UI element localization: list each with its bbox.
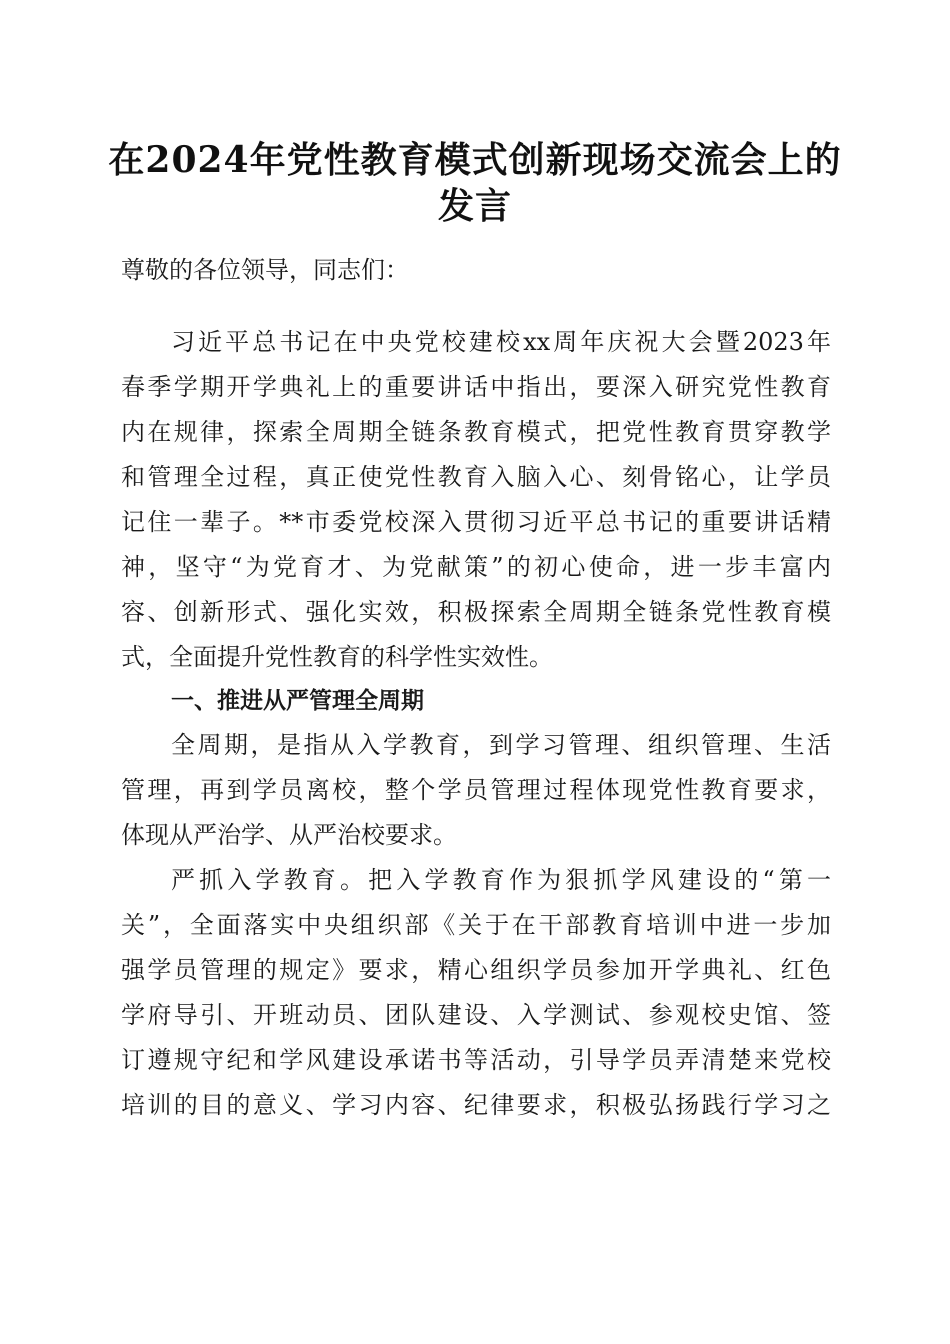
paragraph-2-line: 全周期，是指从入学教育，到学习管理、组织管理、生活 [171,731,831,759]
paragraph-1-line: 和管理全过程，真正使党性教育入脑入心、刻骨铭心，让学员 [121,463,831,491]
paragraph-1-line: 记住一辈子。**市委党校深入贯彻习近平总书记的重要讲话精 [121,508,831,536]
paragraph-1-line: 春季学期开学典礼上的重要讲话中指出，要深入研究党性教育 [121,373,831,401]
paragraph-1-line: 神，坚守“为党育才、为党献策”的初心使命，进一步丰富内 [121,553,831,581]
paragraph-2-line: 体现从严治学、从严治校要求。 [121,821,457,849]
paragraph-3-line: 培训的目的意义、学习内容、纪律要求，积极弘扬践行学习之 [121,1091,831,1119]
salutation: 尊敬的各位领导，同志们： [121,256,409,284]
paragraph-3-line: 学府导引、开班动员、团队建设、入学测试、参观校史馆、签 [121,1001,831,1029]
paragraph-1-line: 习近平总书记在中央党校建校xx周年庆祝大会暨2023年 [171,328,831,356]
paragraph-2-line: 管理，再到学员离校，整个学员管理过程体现党性教育要求， [121,776,831,804]
paragraph-3-line: 订遵规守纪和学风建设承诺书等活动，引导学员弄清楚来党校 [121,1046,831,1074]
section-heading-1: 一、推进从严管理全周期 [171,688,424,714]
document-title-line-1: 在2024年党性教育模式创新现场交流会上的 [108,139,842,181]
paragraph-3-line: 关”，全面落实中央组织部《关于在干部教育培训中进一步加 [121,911,831,939]
document-title-line-2: 发言 [437,185,512,227]
paragraph-1-line: 式，全面提升党性教育的科学性实效性。 [121,643,553,671]
paragraph-1-line: 容、创新形式、强化实效，积极探索全周期全链条党性教育模 [121,598,831,626]
paragraph-1-line: 内在规律，探索全周期全链条教育模式，把党性教育贯穿教学 [121,418,831,446]
paragraph-3-line: 强学员管理的规定》要求，精心组织学员参加开学典礼、红色 [121,956,831,984]
paragraph-3-line: 严抓入学教育。把入学教育作为狠抓学风建设的“第一 [171,866,831,894]
